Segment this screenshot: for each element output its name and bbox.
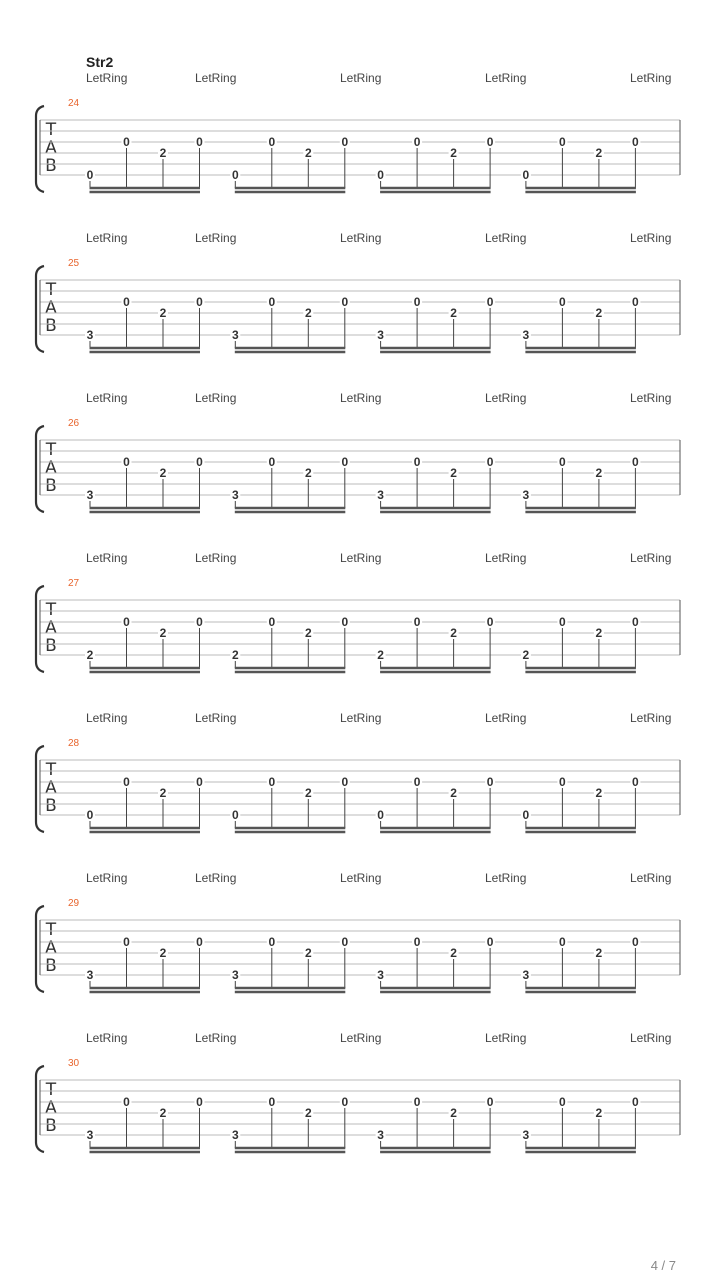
let-ring-label: LetRing [86,711,128,725]
fret-number: 0 [341,935,349,949]
fret-number: 0 [632,775,639,789]
let-ring-label: LetRing [340,871,382,885]
let-ring-label: LetRing [195,231,237,245]
fret-number: 3 [231,1128,239,1142]
let-ring-label: LetRing [630,71,672,85]
page-title: Str2 [86,54,114,70]
tab-clef-letter: T [45,1080,57,1100]
fret-number: 2 [159,1106,167,1120]
fret-number: 2 [304,1106,312,1120]
let-ring-label: LetRing [340,551,382,565]
tab-staff [0,390,720,550]
fret-number: 0 [377,168,384,182]
fret-number: 2 [595,146,603,160]
let-ring-label: LetRing [86,551,128,565]
fret-number: 2 [595,626,603,640]
fret-number: 0 [123,1095,130,1109]
fret-number: 2 [304,306,312,320]
fret-number: 3 [522,1128,530,1142]
fret-number: 0 [559,455,566,469]
let-ring-label: LetRing [340,391,382,405]
fret-number: 0 [196,935,203,949]
fret-number: 0 [196,775,203,789]
tab-clef-letter: B [45,156,57,176]
fret-number: 0 [377,808,384,822]
let-ring-label: LetRing [86,391,128,405]
fret-number: 0 [341,295,349,309]
tab-system [0,870,720,1030]
fret-number: 2 [595,786,603,800]
tab-clef-letter: A [45,298,57,318]
fret-number: 2 [159,786,167,800]
let-ring-label: LetRing [485,71,527,85]
fret-number: 2 [159,306,167,320]
fret-number: 3 [522,488,530,502]
tab-system [0,710,720,870]
fret-number: 0 [268,615,276,629]
let-ring-label: LetRing [340,231,382,245]
let-ring-label: LetRing [195,1031,237,1045]
tab-staff [0,550,720,710]
let-ring-label: LetRing [630,551,672,565]
fret-number: 2 [231,648,239,662]
let-ring-label: LetRing [485,1031,527,1045]
tab-clef-letter: T [45,760,57,780]
tab-clef-letter: T [45,120,57,140]
fret-number: 0 [559,615,566,629]
fret-number: 0 [559,135,566,149]
fret-number: 2 [450,1106,457,1120]
let-ring-label: LetRing [630,871,672,885]
tab-clef-letter: A [45,458,57,478]
fret-number: 0 [123,935,130,949]
tab-clef-letter: T [45,280,57,300]
fret-number: 2 [304,466,312,480]
let-ring-label: LetRing [195,551,237,565]
fret-number: 0 [413,935,421,949]
tab-clef-letter: T [45,920,57,940]
let-ring-label: LetRing [195,871,237,885]
tab-clef-letter: T [45,440,57,460]
tab-clef-letter: B [45,316,57,336]
tab-system [0,550,720,710]
fret-number: 3 [377,488,384,502]
fret-number: 0 [486,1095,494,1109]
let-ring-label: LetRing [630,1031,672,1045]
let-ring-label: LetRing [485,391,527,405]
fret-number: 0 [123,455,130,469]
fret-number: 2 [450,786,457,800]
fret-number: 0 [341,455,349,469]
fret-number: 2 [450,146,457,160]
fret-number: 0 [268,935,276,949]
tab-staff [0,710,720,870]
fret-number: 0 [196,455,203,469]
let-ring-label: LetRing [485,551,527,565]
fret-number: 3 [86,488,94,502]
fret-number: 0 [341,1095,349,1109]
let-ring-label: LetRing [86,71,128,85]
fret-number: 0 [123,295,130,309]
let-ring-label: LetRing [630,391,672,405]
fret-number: 2 [450,306,457,320]
measure-number: 26 [68,418,80,429]
fret-number: 0 [632,135,639,149]
fret-number: 2 [595,306,603,320]
fret-number: 0 [632,935,639,949]
fret-number: 2 [159,466,167,480]
fret-number: 3 [86,1128,94,1142]
fret-number: 3 [231,968,239,982]
fret-number: 0 [268,135,276,149]
fret-number: 0 [413,455,421,469]
fret-number: 0 [486,935,494,949]
fret-number: 0 [413,135,421,149]
fret-number: 0 [486,615,494,629]
tab-clef-letter: A [45,618,57,638]
tab-staff [0,1030,720,1190]
fret-number: 3 [231,328,239,342]
let-ring-label: LetRing [630,231,672,245]
fret-number: 3 [522,968,530,982]
measure-number: 24 [68,98,80,109]
fret-number: 3 [377,328,384,342]
fret-number: 0 [123,775,130,789]
fret-number: 3 [522,328,530,342]
fret-number: 0 [559,1095,566,1109]
tab-clef-letter: A [45,1098,57,1118]
tab-clef-letter: B [45,1116,57,1136]
let-ring-label: LetRing [485,231,527,245]
fret-number: 2 [304,626,312,640]
let-ring-label: LetRing [195,71,237,85]
fret-number: 0 [413,295,421,309]
fret-number: 2 [159,626,167,640]
let-ring-label: LetRing [195,711,237,725]
fret-number: 0 [413,1095,421,1109]
tab-system [0,390,720,550]
fret-number: 2 [595,946,603,960]
fret-number: 0 [413,775,421,789]
let-ring-label: LetRing [630,711,672,725]
fret-number: 0 [559,935,566,949]
measure-number: 29 [68,898,80,909]
fret-number: 3 [231,488,239,502]
fret-number: 2 [304,786,312,800]
fret-number: 0 [486,295,494,309]
measure-number: 27 [68,578,80,589]
tab-clef-letter: T [45,600,57,620]
tab-staff [0,230,720,390]
fret-number: 2 [86,648,94,662]
let-ring-label: LetRing [340,1031,382,1045]
fret-number: 0 [86,808,94,822]
fret-number: 0 [196,1095,203,1109]
tab-clef-letter: A [45,938,57,958]
tab-clef-letter: B [45,956,57,976]
fret-number: 0 [632,615,639,629]
measure-number: 30 [68,1058,80,1069]
tab-clef-letter: A [45,138,57,158]
fret-number: 0 [341,615,349,629]
let-ring-label: LetRing [485,711,527,725]
tab-staff [0,870,720,1030]
fret-number: 0 [231,168,239,182]
fret-number: 0 [559,775,566,789]
fret-number: 2 [595,466,603,480]
tab-system [0,230,720,390]
fret-number: 2 [304,146,312,160]
let-ring-label: LetRing [86,1031,128,1045]
fret-number: 0 [559,295,566,309]
measure-number: 28 [68,738,80,749]
fret-number: 2 [450,946,457,960]
let-ring-label: LetRing [86,231,128,245]
tab-system [0,70,720,230]
fret-number: 0 [522,808,530,822]
fret-number: 3 [86,328,94,342]
fret-number: 0 [341,775,349,789]
fret-number: 2 [377,648,384,662]
fret-number: 3 [86,968,94,982]
fret-number: 0 [632,1095,639,1109]
fret-number: 2 [304,946,312,960]
fret-number: 0 [268,455,276,469]
fret-number: 0 [268,775,276,789]
fret-number: 0 [196,295,203,309]
fret-number: 0 [632,455,639,469]
page-number: 4 / 7 [650,1258,676,1273]
fret-number: 2 [159,946,167,960]
fret-number: 0 [123,135,130,149]
let-ring-label: LetRing [86,871,128,885]
fret-number: 0 [486,455,494,469]
tab-clef-letter: B [45,476,57,496]
fret-number: 0 [86,168,94,182]
tab-system [0,1030,720,1190]
fret-number: 0 [196,135,203,149]
fret-number: 3 [377,1128,384,1142]
let-ring-label: LetRing [340,71,382,85]
tab-clef-letter: A [45,778,57,798]
let-ring-label: LetRing [340,711,382,725]
fret-number: 0 [486,775,494,789]
fret-number: 0 [268,1095,276,1109]
fret-number: 0 [486,135,494,149]
fret-number: 2 [159,146,167,160]
fret-number: 0 [341,135,349,149]
fret-number: 2 [595,1106,603,1120]
fret-number: 3 [377,968,384,982]
fret-number: 0 [231,808,239,822]
fret-number: 0 [522,168,530,182]
fret-number: 0 [268,295,276,309]
fret-number: 0 [413,615,421,629]
fret-number: 0 [196,615,203,629]
let-ring-label: LetRing [195,391,237,405]
fret-number: 0 [632,295,639,309]
fret-number: 2 [450,466,457,480]
tab-clef-letter: B [45,636,57,656]
fret-number: 0 [123,615,130,629]
fret-number: 2 [450,626,457,640]
tab-staff [0,70,720,230]
fret-number: 2 [522,648,530,662]
measure-number: 25 [68,258,80,269]
tab-clef-letter: B [45,796,57,816]
let-ring-label: LetRing [485,871,527,885]
